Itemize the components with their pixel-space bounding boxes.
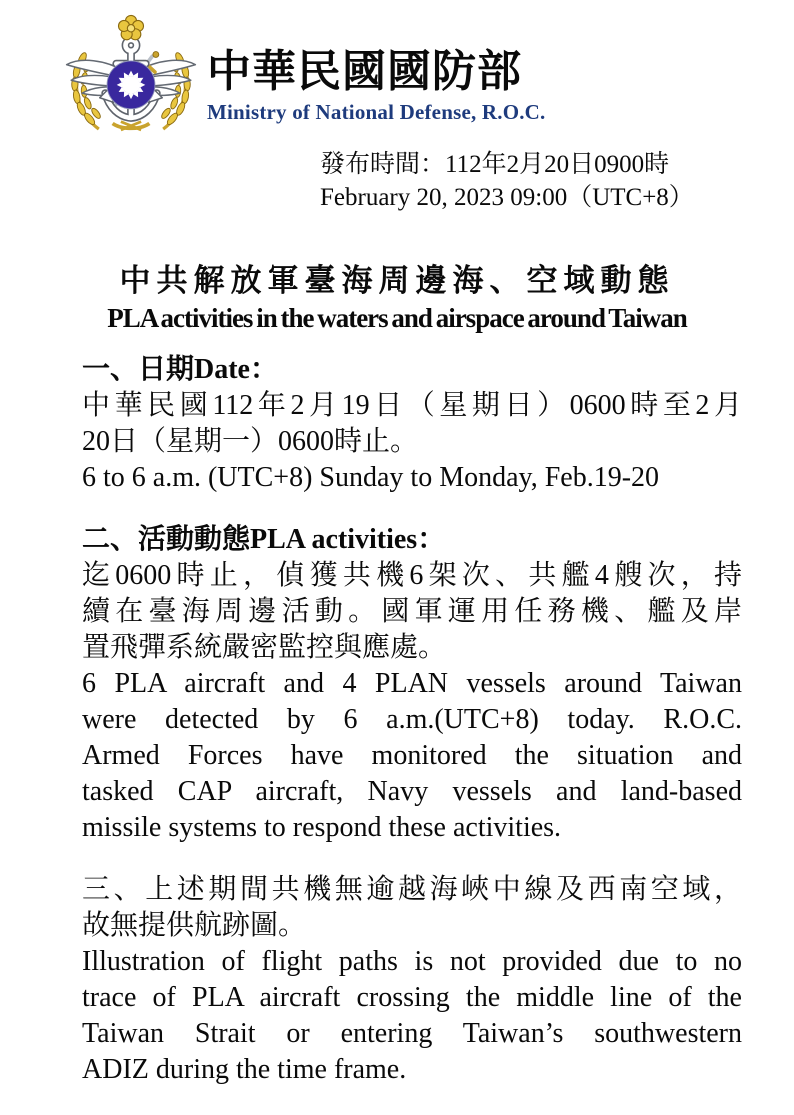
text-line: 故無提供航跡圖。: [82, 910, 307, 941]
text-line: Armed Forces have monitored the situation and: [82, 740, 742, 771]
text-line: Taiwan Strait or entering Taiwan’s southwestern: [82, 1018, 742, 1049]
text-line: 迄0600時止，偵獲共機6架次、共艦4艘次，持: [82, 560, 742, 591]
document-title-zh: 中共解放軍臺海周邊海、空域動態: [119, 263, 675, 298]
sun-emblem-icon: [107, 61, 155, 109]
masthead: [62, 13, 546, 142]
section-heading: 一、日期Date：: [82, 354, 278, 385]
section-heading: 二、活動動態PLA activities：: [82, 524, 446, 555]
text-line: 置飛彈系統嚴密監控與應處。: [82, 632, 447, 663]
text-line: 20日（星期一）0600時止。: [82, 426, 419, 457]
section: [82, 522, 742, 846]
text-line: 6 to 6 a.m. (UTC+8) Sunday to Monday, Feb.19-20: [82, 462, 660, 493]
publish-time-en: February 20, 2023 09:00（UTC+8）: [320, 184, 694, 211]
document-title: [0, 255, 794, 334]
text-line: 中華民國112年2月19日（星期日）0600時至2月: [82, 390, 742, 421]
text-line: ADIZ during the time frame.: [82, 1054, 407, 1085]
publish-time: [320, 148, 694, 214]
publish-time-zh: 發布時間：112年2月20日0900時: [320, 151, 670, 178]
ministry-emblem-icon: [62, 13, 200, 142]
text-line: trace of PLA aircraft crossing the middle line of the: [82, 982, 742, 1013]
org-name-zh: 中華民國國防部: [207, 47, 522, 96]
text-line: Illustration of flight paths is not provided due to no: [82, 946, 742, 977]
org-names: [207, 49, 546, 125]
org-name-en: Ministry of National Defense, R.O.C.: [207, 99, 546, 124]
text-line: 續在臺海周邊活動。國軍運用任務機、艦及岸: [82, 596, 742, 627]
text-line: missile systems to respond these activities.: [82, 812, 562, 843]
text-line: 三、上述期間共機無逾越海峽中線及西南空域，: [82, 874, 742, 905]
text-line: tasked CAP aircraft, Navy vessels and land-based: [82, 776, 742, 807]
text-line: 6 PLA aircraft and 4 PLAN vessels around Taiwan: [82, 668, 742, 699]
document-title-en: PLA activities in the waters and airspace around Taiwan: [107, 303, 687, 333]
text-line: were detected by 6 a.m.(UTC+8) today. R.O.C.: [82, 704, 742, 735]
section: [82, 872, 742, 1088]
plum-blossom-icon: [118, 15, 143, 39]
section: [82, 352, 742, 496]
document-body: [82, 352, 742, 1088]
